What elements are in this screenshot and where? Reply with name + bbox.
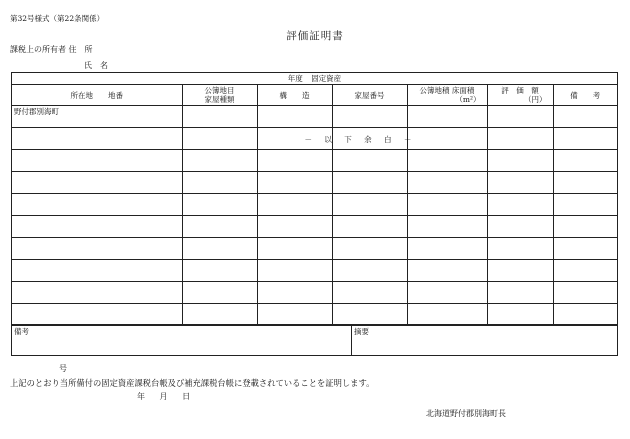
area-cell	[407, 304, 487, 326]
col-area	[407, 85, 487, 106]
house-number-cell	[332, 216, 407, 238]
table-banner	[12, 73, 617, 85]
house-number-cell	[332, 238, 407, 260]
area-cell	[407, 282, 487, 304]
location-cell	[12, 304, 182, 326]
valuation-cell	[487, 238, 553, 260]
note-cell	[553, 150, 617, 172]
valuation-cell	[487, 260, 553, 282]
register-type-cell	[182, 304, 257, 326]
location-cell	[12, 106, 182, 128]
col-valuation-unit: （円）	[524, 95, 547, 104]
area-cell	[407, 172, 487, 194]
header-row	[12, 85, 617, 106]
house-number-cell	[332, 150, 407, 172]
area-cell	[407, 128, 487, 150]
house-number-cell	[332, 304, 407, 326]
form-number: 第32号様式（第22条関係）	[10, 14, 105, 23]
issue-date	[137, 391, 202, 402]
valuation-cell	[487, 304, 553, 326]
table-row	[12, 106, 617, 128]
note-cell	[553, 194, 617, 216]
location-cell	[12, 150, 182, 172]
note-cell	[553, 260, 617, 282]
area-cell	[407, 106, 487, 128]
register-type-cell	[182, 194, 257, 216]
col-register-type	[182, 85, 257, 106]
summary-label: 摘要	[354, 327, 369, 336]
register-type-cell	[182, 216, 257, 238]
col-location: 所在地 地番	[12, 85, 182, 106]
location-text	[12, 128, 182, 129]
remarks-row	[12, 324, 617, 355]
area-cell	[407, 194, 487, 216]
area-cell	[407, 260, 487, 282]
col-area-unit: （m²）	[455, 95, 481, 104]
location-cell	[12, 238, 182, 260]
date-year-label: 年	[137, 392, 145, 401]
note-cell	[553, 304, 617, 326]
location-cell	[12, 194, 182, 216]
table-row	[12, 150, 617, 172]
col-register-land: 公簿地目	[204, 86, 235, 95]
house-number-cell	[332, 194, 407, 216]
register-type-cell	[182, 172, 257, 194]
location-text: 野付郡別海町	[14, 107, 59, 116]
location-cell	[12, 128, 182, 150]
col-area-label: 公簿地積 床面積	[419, 86, 475, 95]
valuation-cell	[487, 106, 553, 128]
col-register-building: 家屋種類	[204, 95, 235, 104]
register-type-cell	[182, 106, 257, 128]
area-cell	[407, 238, 487, 260]
location-text	[12, 304, 182, 305]
location-text	[12, 172, 182, 173]
register-type-cell	[182, 150, 257, 172]
register-type-cell	[182, 282, 257, 304]
col-structure: 構 造	[257, 85, 332, 106]
col-valuation	[487, 85, 553, 106]
location-cell	[12, 216, 182, 238]
note-cell	[553, 216, 617, 238]
note-cell	[553, 106, 617, 128]
certificate-number-label: 号	[59, 364, 67, 373]
banner-category: 固定資産	[311, 74, 342, 83]
note-cell	[553, 128, 617, 150]
remarks-label: 備考	[14, 327, 29, 336]
table-row	[12, 194, 617, 216]
valuation-cell	[487, 172, 553, 194]
table-row	[12, 172, 617, 194]
table-row	[12, 128, 617, 150]
house-number-cell	[332, 106, 407, 128]
table-row	[12, 260, 617, 282]
area-cell	[407, 216, 487, 238]
note-cell	[553, 282, 617, 304]
location-text	[12, 238, 182, 239]
valuation-cell	[487, 150, 553, 172]
location-cell	[12, 260, 182, 282]
location-text	[12, 150, 182, 151]
house-number-cell	[332, 260, 407, 282]
area-cell	[407, 150, 487, 172]
valuation-cell	[487, 128, 553, 150]
certification-statement: 上記のとおり当所備付の固定資産課税台帳及び補充課税台帳に登載されていることを証明します。	[10, 378, 375, 388]
valuation-cell	[487, 216, 553, 238]
table-row	[12, 238, 617, 260]
end-of-list-marker: － 以 下 余 白 －	[304, 135, 417, 144]
location-cell	[12, 172, 182, 194]
note-cell	[553, 172, 617, 194]
location-text	[12, 260, 182, 261]
note-cell	[553, 238, 617, 260]
register-type-cell	[182, 128, 257, 150]
col-note: 備 考	[553, 85, 617, 106]
valuation-cell	[487, 194, 553, 216]
register-type-cell	[182, 260, 257, 282]
date-month-label: 月	[159, 392, 168, 401]
summary-box	[352, 325, 617, 355]
register-type-cell	[182, 238, 257, 260]
owner-name-label: 氏 名	[84, 61, 108, 70]
date-day-label: 日	[182, 392, 191, 401]
location-cell	[12, 282, 182, 304]
valuation-table	[11, 72, 618, 356]
remarks-box	[12, 325, 352, 355]
location-text	[12, 216, 182, 217]
house-number-cell	[304, 128, 417, 150]
owner-address-label: 課税上の所有者 住 所	[10, 45, 93, 54]
table-row	[12, 216, 617, 238]
valuation-grid	[12, 85, 617, 326]
document-title: 評価証明書	[286, 30, 344, 42]
banner-year: 年度	[287, 74, 303, 83]
col-valuation-label: 評 価 額	[501, 86, 539, 95]
issuer-name: 北海道野付郡別海町長	[426, 409, 506, 418]
valuation-cell	[487, 282, 553, 304]
col-house-number: 家屋番号	[332, 85, 407, 106]
location-text	[12, 282, 182, 283]
house-number-cell	[332, 282, 407, 304]
table-row	[12, 282, 617, 304]
table-row	[12, 304, 617, 326]
house-number-cell	[332, 172, 407, 194]
location-text	[12, 194, 182, 195]
